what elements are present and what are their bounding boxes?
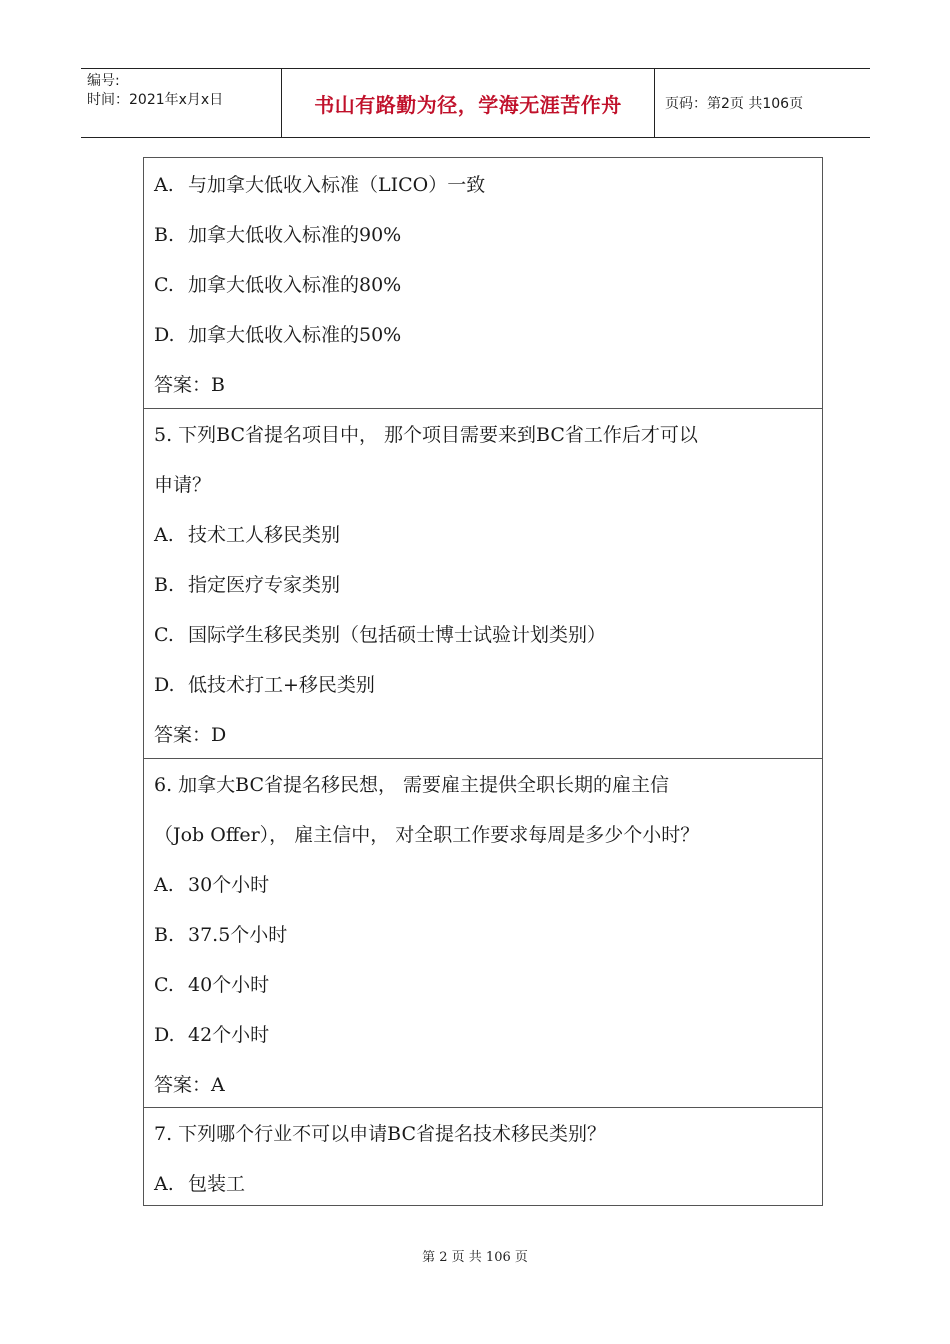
- q5-option-c: C. 国际学生移民类别（包括硕士博士试验计划类别）: [154, 624, 607, 646]
- q6-answer: 答案：A: [154, 1074, 225, 1096]
- q6-question-line1: 6. 加拿大BC省提名移民想， 需要雇主提供全职长期的雇主信: [154, 774, 670, 796]
- q6-question-line2: （Job Offer）， 雇主信中， 对全职工作要求每周是多少个小时？: [154, 824, 700, 846]
- q4-option-d: D. 加拿大低收入标准的50%: [154, 324, 402, 346]
- header-motto: 书山有路勤为径，学海无涯苦作舟: [314, 92, 622, 117]
- q5-answer: 答案：D: [154, 724, 227, 746]
- row-divider: [144, 758, 822, 759]
- q5-option-a: A. 技术工人移民类别: [154, 524, 341, 546]
- q4-option-b: B. 加拿大低收入标准的90%: [154, 224, 402, 246]
- q5-option-b: B. 指定医疗专家类别: [154, 574, 341, 596]
- row-divider: [144, 408, 822, 409]
- page-header: [81, 68, 870, 138]
- header-page-label: 页码：第2页 共106页: [665, 96, 804, 112]
- q7-option-a: A. 包装工: [154, 1173, 246, 1195]
- q6-option-c: C. 40个小时: [154, 974, 270, 996]
- page-footer: 第 2 页 共 106 页: [422, 1250, 528, 1265]
- q6-option-b: B. 37.5个小时: [154, 924, 288, 946]
- q4-option-a: A. 与加拿大低收入标准（LICO）一致: [154, 174, 486, 196]
- q7-question-line1: 7. 下列哪个行业不可以申请BC省提名技术移民类别？: [154, 1123, 607, 1145]
- date-label: 时间：2021年x月x日: [87, 92, 224, 108]
- q4-option-c: C. 加拿大低收入标准的80%: [154, 274, 402, 296]
- row-divider: [144, 1107, 822, 1108]
- q5-question-line1: 5. 下列BC省提名项目中， 那个项目需要来到BC省工作后才可以: [154, 424, 698, 446]
- q5-option-d: D. 低技术打工+移民类别: [154, 674, 375, 696]
- q4-answer: 答案：B: [154, 374, 225, 396]
- q6-option-d: D. 42个小时: [154, 1024, 270, 1046]
- q6-option-a: A. 30个小时: [154, 874, 270, 896]
- question-table: [143, 157, 823, 1206]
- header-meta: [81, 69, 281, 137]
- q5-question-line2: 申请？: [154, 474, 212, 496]
- code-label: 编号:: [87, 73, 120, 89]
